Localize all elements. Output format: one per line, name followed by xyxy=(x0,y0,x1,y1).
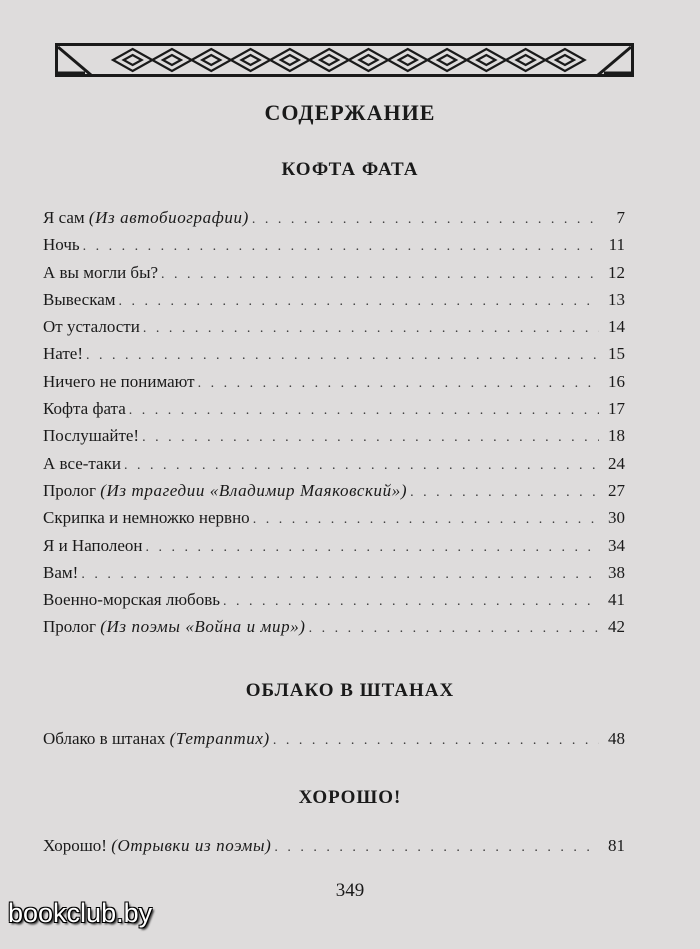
ornament-diamond-inner xyxy=(320,55,338,65)
toc-entry-title xyxy=(43,617,309,637)
ornament-diamond-inner xyxy=(477,55,495,65)
ornament-diamond xyxy=(467,49,506,71)
toc-entry-page: 48 xyxy=(608,729,625,748)
toc-list-khorosho xyxy=(43,836,625,863)
toc-entry-title-text: Нате! xyxy=(43,344,84,364)
toc-entry-title xyxy=(43,317,143,337)
toc-entry-title xyxy=(43,426,142,446)
ornament-diamond-inner xyxy=(202,55,220,65)
toc-entry-title-text: А вы могли бы? xyxy=(43,262,159,282)
toc-entry xyxy=(43,454,625,481)
toc-entry-title-text: Ничего не понимают xyxy=(43,371,195,391)
toc-entry xyxy=(43,563,625,590)
toc-entry-page: 18 xyxy=(608,426,625,446)
toc-entry xyxy=(43,426,625,453)
ornament-diamond xyxy=(310,49,349,71)
ornament-diamond xyxy=(388,49,427,71)
toc-entry xyxy=(43,590,625,617)
toc-entry xyxy=(43,290,625,317)
toc-entry-title xyxy=(43,836,274,856)
ornament-diamond-inner xyxy=(124,55,142,65)
section-title-khorosho: ХОРОШО! xyxy=(298,787,402,808)
toc-entry-page: 30 xyxy=(608,508,625,528)
toc-entry-title xyxy=(43,208,252,228)
page-title: СОДЕРЖАНИЕ xyxy=(264,100,436,125)
ornament-diamond xyxy=(270,49,309,71)
toc-leader-dots xyxy=(274,840,599,856)
toc-leader-dots xyxy=(83,239,599,255)
toc-entry-title xyxy=(43,536,146,556)
toc-entry-title-text: Военно-морская любовь xyxy=(43,590,220,610)
toc-leader-dots xyxy=(198,376,599,392)
toc-entry-title xyxy=(43,563,81,583)
toc-entry xyxy=(43,836,625,863)
toc-entry-title-text: А все-таки xyxy=(43,453,121,473)
toc-leader-dots xyxy=(309,621,599,637)
ornament-diamond xyxy=(545,49,584,71)
toc-entry-title xyxy=(43,235,83,255)
toc-entry xyxy=(43,208,625,235)
toc-entry xyxy=(43,399,625,426)
toc-entry-title xyxy=(43,590,223,610)
toc-entry-page: 16 xyxy=(608,371,625,391)
toc-entry-title-text: Пролог xyxy=(43,480,97,500)
toc-entry xyxy=(43,536,625,563)
toc-list-kofta-fata xyxy=(43,208,625,645)
toc-entry-title xyxy=(43,344,86,364)
toc-entry-title-text: Хорошо! xyxy=(43,836,107,855)
toc-entry xyxy=(43,481,625,508)
ornament-diamond-inner xyxy=(359,55,377,65)
toc-leader-dots xyxy=(253,512,599,528)
toc-entry-page: 41 xyxy=(608,590,625,610)
toc-entry-title-text: Кофта фата xyxy=(43,399,126,419)
page-number: 349 xyxy=(335,880,365,901)
ornament-diamond-inner xyxy=(281,55,299,65)
toc-entry-page: 34 xyxy=(608,535,625,555)
toc-leader-dots xyxy=(143,321,599,337)
toc-entry xyxy=(43,263,625,290)
toc-entry-note: (Из поэмы «Война и мир») xyxy=(100,617,306,637)
toc-entry-title-text: Вывескам xyxy=(43,289,116,309)
toc-entry-title-text: Послушайте! xyxy=(43,426,140,446)
toc-entry-title-text: Я и Наполеон xyxy=(43,535,143,555)
ornament-diamond xyxy=(113,49,152,71)
toc-leader-dots xyxy=(146,540,599,556)
toc-entry xyxy=(43,317,625,344)
toc-leader-dots xyxy=(81,567,599,583)
toc-entry-title-text: Пролог xyxy=(43,617,97,637)
toc-leader-dots xyxy=(161,267,599,283)
toc-entry-page: 81 xyxy=(608,836,625,855)
toc-entry-title-text: Я сам xyxy=(43,208,85,227)
toc-entry-page: 27 xyxy=(608,480,625,500)
toc-entry-title xyxy=(43,454,124,474)
toc-entry-page: 14 xyxy=(608,317,625,337)
toc-leader-dots xyxy=(223,594,599,610)
toc-entry-note: (Отрывки из поэмы) xyxy=(111,836,272,855)
ornament-diamond-inner xyxy=(517,55,535,65)
toc-leader-dots xyxy=(119,294,599,310)
toc-entry-title-text: Вам! xyxy=(43,562,79,582)
toc-entry-page: 12 xyxy=(608,262,625,282)
ornament-diamond xyxy=(427,49,466,71)
toc-entry-page: 24 xyxy=(608,453,625,473)
ornament-diamond xyxy=(506,49,545,71)
toc-entry-title xyxy=(43,399,129,419)
toc-entry-title xyxy=(43,372,198,392)
toc-leader-dots xyxy=(86,348,599,364)
ornament-diamond xyxy=(231,49,270,71)
ornament-diamond xyxy=(152,49,191,71)
toc-leader-dots xyxy=(124,458,599,474)
toc-entry-page: 38 xyxy=(608,562,625,582)
toc-entry-title-text: Скрипка и немножко нервно xyxy=(43,508,250,528)
toc-entry xyxy=(43,617,625,644)
ornament-diamond xyxy=(349,49,388,71)
decorative-border-ornament xyxy=(55,43,634,77)
section-title-oblako-v-shtanakh: ОБЛАКО В ШТАНАХ xyxy=(245,680,455,701)
ornament-diamond-inner xyxy=(399,55,417,65)
ornament-diamond-inner xyxy=(163,55,181,65)
toc-entry-page: 13 xyxy=(608,289,625,309)
toc-entry-note: (Тетраптих) xyxy=(169,729,270,748)
toc-leader-dots xyxy=(129,403,599,419)
toc-entry-title-text: Облако в штанах xyxy=(43,729,166,748)
toc-list-oblako-v-shtanakh xyxy=(43,729,625,756)
toc-leader-dots xyxy=(142,430,599,446)
toc-entry xyxy=(43,235,625,262)
ornament-diamond-inner xyxy=(242,55,260,65)
toc-entry-page: 7 xyxy=(616,208,625,227)
ornament-diamond-inner xyxy=(556,55,574,65)
toc-entry-title-text: Ночь xyxy=(43,235,80,255)
watermark-text: bookclub.by xyxy=(8,898,153,928)
toc-entry xyxy=(43,508,625,535)
toc-entry-title xyxy=(43,481,410,501)
toc-entry-page: 15 xyxy=(608,344,625,364)
toc-entry-page: 11 xyxy=(608,235,625,255)
toc-entry-title xyxy=(43,290,119,310)
ornament-diamond xyxy=(192,49,231,71)
section-title-kofta-fata: КОФТА ФАТА xyxy=(281,159,419,180)
toc-entry-title xyxy=(43,729,273,749)
toc-entry-title xyxy=(43,263,161,283)
toc-entry-note: (Из трагедии «Владимир Маяковский») xyxy=(100,480,408,500)
toc-entry xyxy=(43,344,625,371)
ornament-diamond-inner xyxy=(438,55,456,65)
toc-leader-dots xyxy=(273,733,599,749)
toc-entry-page: 17 xyxy=(608,399,625,419)
toc-entry-page: 42 xyxy=(608,617,625,637)
toc-leader-dots xyxy=(410,485,599,501)
toc-entry xyxy=(43,729,625,756)
toc-entry xyxy=(43,372,625,399)
toc-entry-title-text: От усталости xyxy=(43,317,140,337)
toc-entry-title xyxy=(43,508,253,528)
toc-entry-note: (Из автобиографии) xyxy=(88,208,249,227)
toc-leader-dots xyxy=(252,212,599,228)
